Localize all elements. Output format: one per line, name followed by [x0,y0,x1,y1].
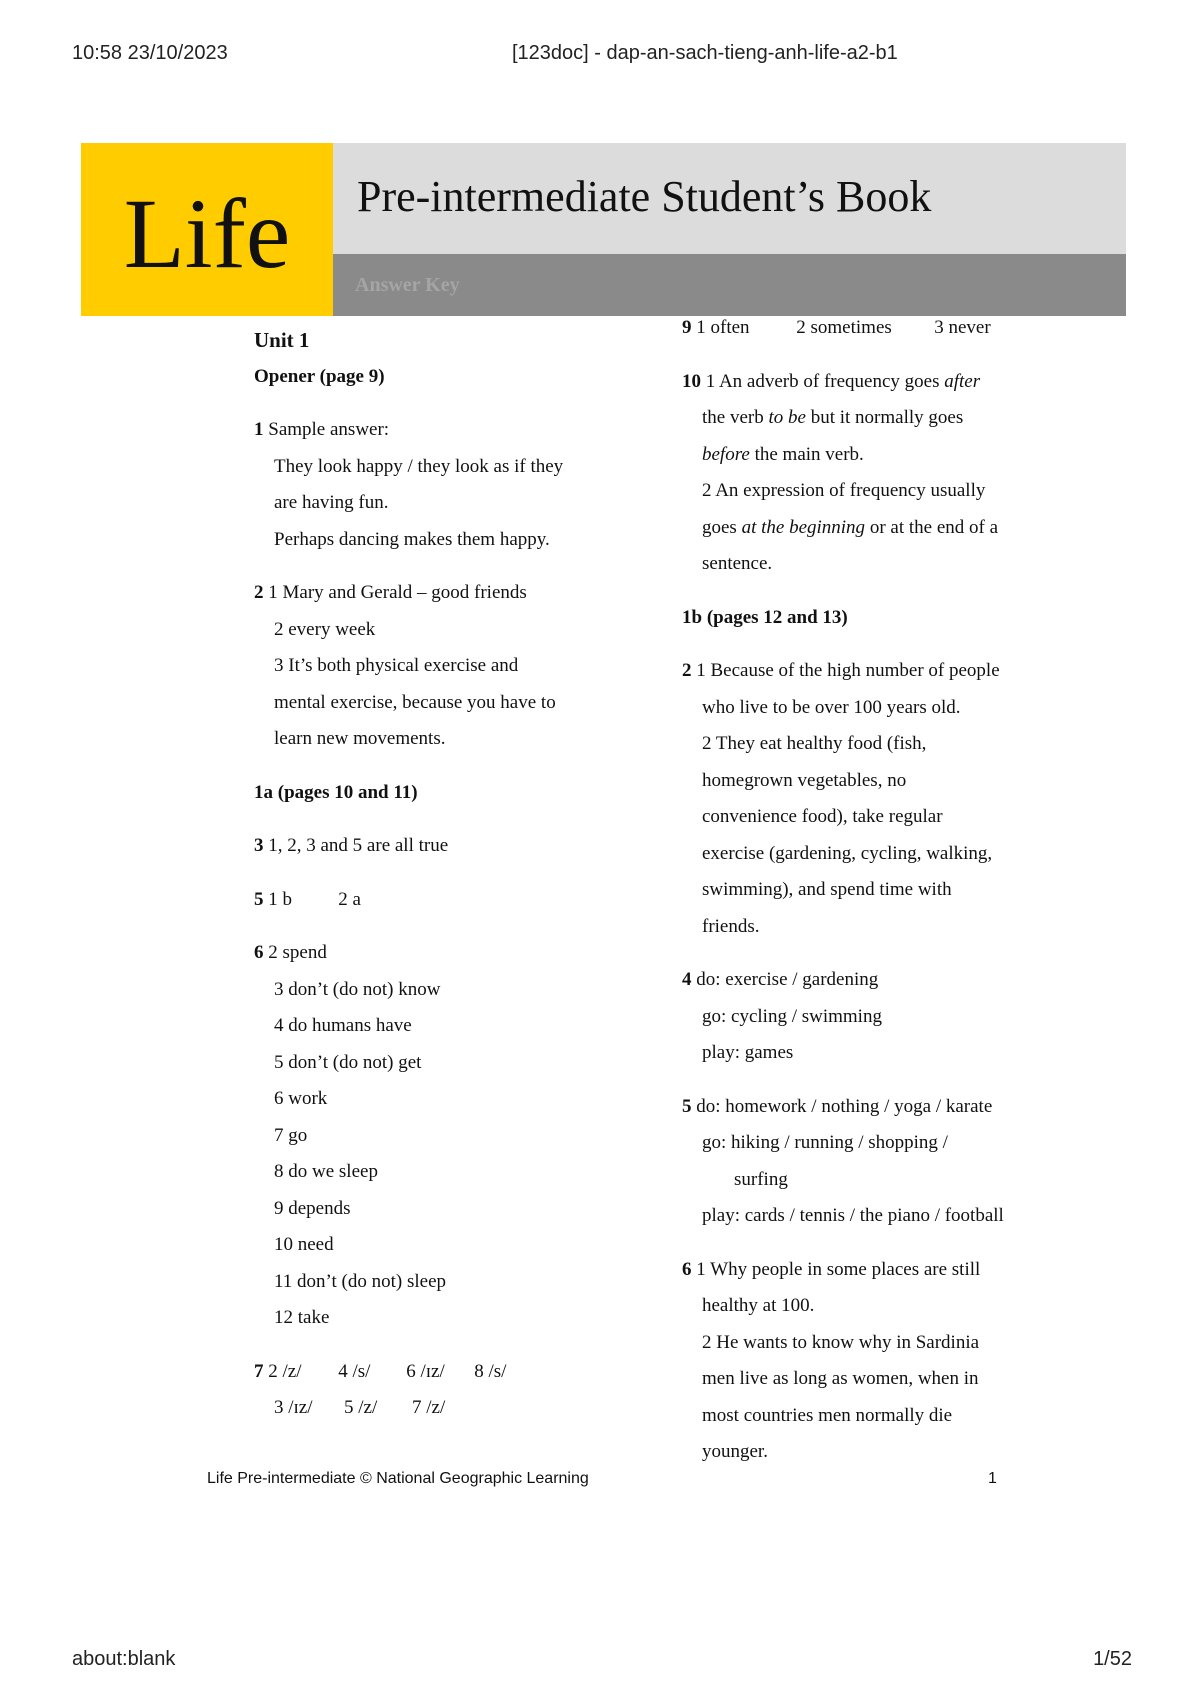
question-number: 4 [682,969,692,990]
answer-line: 11 don’t (do not) sleep [274,1270,447,1292]
answer-line: 2 every week [274,618,376,640]
question-number: 5 [682,1095,692,1117]
answer-item: 3 /ɪz/ [274,1397,313,1418]
question-number: 6 [682,1258,692,1280]
left-column [254,322,654,1427]
answer-6b [682,1252,1062,1471]
answer-line: 2 They eat healthy food (fish, [702,733,927,754]
answer-line: 2 spend [268,942,327,963]
answer-emphasis: at the beginning [741,516,866,538]
title-banner [81,143,1126,316]
answer-line: go: hiking / running / shopping / [702,1132,948,1153]
right-column [682,310,1062,1471]
answer-line: do: homework / nothing / yoga / karate [696,1095,993,1117]
answer-3 [254,828,654,865]
question-number: 6 [254,942,264,963]
logo-text: Life [123,177,291,289]
answer-line: 12 take [274,1307,330,1328]
print-url: about:blank [72,1648,176,1670]
answer-line: Perhaps dancing makes them happy. [274,528,550,550]
unit-heading: Unit 1 [254,328,310,352]
answer-text: goes [702,516,742,538]
page-number: 1 [988,1470,997,1487]
answer-item: 2 a [338,888,361,910]
answer-line: do: exercise / gardening [696,969,879,990]
answer-line: healthy at 100. [702,1295,815,1316]
answer-line: 3 It’s both physical exercise and [274,655,519,676]
answer-line: Sample answer: [268,419,390,440]
answer-4 [682,962,1062,1072]
section-heading-1b: 1b (pages 12 and 13) [682,606,848,628]
answer-line: convenience food), take regular [702,806,943,827]
answer-line: mental exercise, because you have to [274,691,556,713]
answer-line: They look happy / they look as if they [274,455,564,477]
answer-text: but it normally goes [805,407,964,428]
answer-emphasis: before [702,443,750,465]
answer-line: 3 don’t (do not) know [274,978,441,1000]
page-credit: Life Pre-intermediate © National Geographic Learning [207,1470,589,1487]
answer-2 [254,575,654,758]
answer-6 [254,935,654,1337]
answer-text: or at the end of a [865,516,999,538]
question-number: 3 [254,835,264,856]
answer-2b [682,653,1062,945]
question-number: 9 [682,317,692,338]
print-page-count: 1/52 [1093,1648,1132,1670]
answer-line: 9 depends [274,1197,351,1219]
answer-line: younger. [702,1441,768,1462]
print-document-title: [123doc] - dap-an-sach-tieng-anh-life-a2-b1 [512,42,898,64]
answer-item: 2 /z/ [268,1360,302,1382]
answer-item: 8 /s/ [474,1360,507,1382]
answer-1 [254,412,654,558]
answer-line: 2 An expression of frequency usually [702,480,986,501]
answer-line: 1 Mary and Gerald – good friends [268,582,527,603]
answer-9 [682,310,1062,347]
answer-line: 10 need [274,1234,334,1255]
answer-5 [254,882,654,919]
question-number: 10 [682,370,701,392]
answer-5b [682,1089,1062,1235]
answer-line: 1 Why people in some places are still [696,1258,981,1280]
section-heading-1a: 1a (pages 10 and 11) [254,781,418,803]
question-number: 7 [254,1360,264,1382]
answer-line: 5 don’t (do not) get [274,1051,422,1073]
answer-line: play: cards / tennis / the piano / football [702,1205,1004,1226]
banner-subtitle-box [333,254,1126,316]
life-logo [81,143,333,316]
answer-item: 2 sometimes [796,317,892,338]
answer-item: 4 /s/ [338,1360,371,1382]
question-number: 5 [254,888,264,910]
answer-line: 4 do humans have [274,1015,412,1036]
answer-line: are having fun. [274,492,389,513]
book-title: Pre-intermediate Student’s Book [357,172,932,221]
answer-line: 7 go [274,1124,308,1146]
answer-item: 3 never [934,317,991,338]
answer-emphasis: to be [768,407,806,428]
question-number: 2 [254,582,264,603]
answer-line: learn new movements. [274,728,446,749]
answer-line: 8 do we sleep [274,1161,378,1182]
section-heading-opener: Opener (page 9) [254,365,385,387]
answer-line: 1 Because of the high number of people [696,660,1000,681]
answer-line: most countries men normally die [702,1404,953,1426]
answer-line: 6 work [274,1088,328,1109]
answer-item: 5 /z/ [344,1397,378,1418]
answer-7 [254,1354,654,1427]
answer-line: homegrown vegetables, no [702,769,907,791]
answer-line: who live to be over 100 years old. [702,696,961,718]
answer-item: 1 often [696,317,750,338]
banner-title-box [333,143,1126,254]
answer-line: surfing [734,1168,788,1190]
answer-line: go: cycling / swimming [702,1005,882,1027]
answer-line: swimming), and spend time with [702,879,952,900]
answer-item: 6 /ɪz/ [406,1360,445,1382]
answer-text: the verb [702,407,769,428]
answer-line: play: games [702,1042,794,1063]
answer-emphasis: after [944,370,981,392]
answer-item: 1 b [268,888,292,910]
answer-text: 1 An adverb of frequency goes [705,370,945,392]
answer-line: exercise (gardening, cycling, walking, [702,842,993,864]
question-number: 2 [682,660,692,681]
answer-line: sentence. [702,553,773,574]
print-timestamp: 10:58 23/10/2023 [72,42,228,64]
answer-line: friends. [702,915,760,937]
book-subtitle: Answer Key [355,274,460,296]
answer-line: 2 He wants to know why in Sardinia [702,1331,980,1353]
answer-item: 7 /z/ [412,1397,446,1418]
answer-10 [682,364,1062,583]
answer-line: men live as long as women, when in [702,1368,979,1389]
answer-text: the main verb. [749,443,864,465]
answer-line: 1, 2, 3 and 5 are all true [268,835,449,856]
question-number: 1 [254,419,264,440]
